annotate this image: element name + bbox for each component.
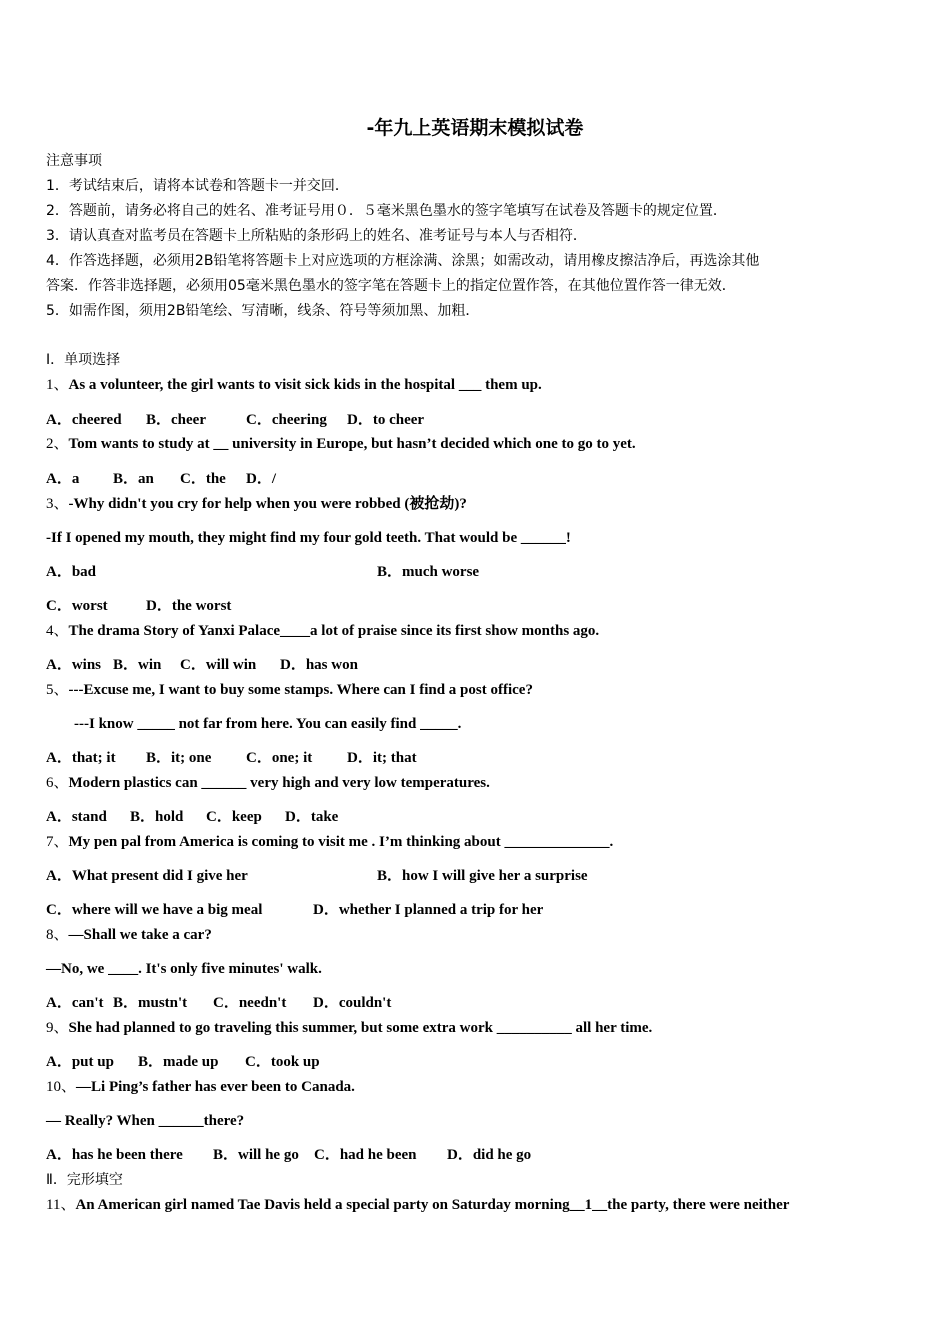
option-a[interactable]: A．has he been there: [46, 1147, 183, 1163]
question-5: [46, 680, 533, 700]
question-4: [46, 621, 599, 641]
options-row: [46, 748, 906, 768]
option-c[interactable]: C．had he been: [314, 1147, 417, 1163]
option-b[interactable]: B．made up: [138, 1054, 219, 1070]
question-text-line2: — Really? When ______there?: [46, 1113, 245, 1129]
option-c[interactable]: C．one; it: [246, 750, 313, 766]
options-row: [46, 562, 906, 582]
question-text: As a volunteer, the girl wants to visit sick kids in the hospital ___ them up.: [68, 377, 542, 393]
question-11: [46, 1195, 789, 1215]
notice-item: 5．如需作图，须用2B铅笔绘、写清晰，线条、符号等须加黑、加粗．: [46, 303, 480, 319]
options-row: [46, 1052, 906, 1072]
option-c[interactable]: C．needn't: [213, 995, 287, 1011]
options-row: [46, 993, 906, 1013]
option-d[interactable]: D．the worst: [146, 598, 232, 614]
question-2: [46, 434, 636, 454]
notice-item: 3．请认真查对监考员在答题卡上所粘贴的条形码上的姓名、准考证号与本人与否相符．: [46, 228, 587, 244]
option-a[interactable]: A．stand: [46, 809, 107, 825]
question-number: 11、: [46, 1197, 76, 1213]
option-b[interactable]: B．cheer: [146, 412, 206, 428]
option-c[interactable]: C．keep: [206, 809, 262, 825]
question-text-line2: ---I know _____ not far from here. You can easily find _____.: [74, 716, 462, 732]
question-text: ---Excuse me, I want to buy some stamps. Where can I find a post office?: [68, 682, 533, 698]
option-b[interactable]: B．mustn't: [113, 995, 188, 1011]
question-3: [46, 494, 467, 514]
options-row: [46, 410, 906, 430]
option-c[interactable]: C．cheering: [246, 412, 327, 428]
options-row: [46, 807, 906, 827]
cloze-blank-1: __1__: [569, 1197, 608, 1213]
options-row: [46, 866, 906, 886]
option-b[interactable]: B．how I will give her a surprise: [377, 868, 588, 884]
option-d[interactable]: D．has won: [280, 657, 358, 673]
option-b[interactable]: B．hold: [130, 809, 184, 825]
notice-item: 2．答题前，请务必将自己的姓名、准考证号用０．５毫米黑色墨水的签字笔填写在试卷及答题卡的规定位置．: [46, 203, 727, 219]
question-text: —Li Ping’s father has ever been to Canada.: [76, 1079, 355, 1095]
option-c[interactable]: C．worst: [46, 598, 108, 614]
options-row: [46, 655, 906, 675]
option-b[interactable]: B．much worse: [377, 564, 480, 580]
question-9: [46, 1018, 652, 1038]
option-a[interactable]: A．cheered: [46, 412, 122, 428]
option-c[interactable]: C．the: [180, 471, 226, 487]
notice-item: 答案．作答非选择题，必须用05毫米黑色墨水的签字笔在答题卡上的指定位置作答，在其他位置作答一律无效．: [46, 278, 736, 294]
question-7: [46, 832, 613, 852]
option-a[interactable]: A．can't: [46, 995, 104, 1011]
question-number: 5、: [46, 682, 69, 698]
option-a[interactable]: A．wins: [46, 657, 102, 673]
option-d[interactable]: D．whether I planned a trip for her: [313, 902, 544, 918]
notice-item: 1．考试结束后，请将本试卷和答题卡一并交回．: [46, 178, 349, 194]
option-a[interactable]: A．that; it: [46, 750, 116, 766]
option-b[interactable]: B．win: [113, 657, 162, 673]
question-text: -Why didn't you cry for help when you were robbed (被抢劫)?: [68, 496, 467, 512]
question-text: Tom wants to study at __ university in Europe, but hasn’t decided which one to go to yet.: [68, 436, 636, 452]
question-text: She had planned to go traveling this summer, but some extra work __________ all her time.: [68, 1020, 653, 1036]
option-c[interactable]: C．will win: [180, 657, 257, 673]
question-number: 10、: [46, 1079, 77, 1095]
option-d[interactable]: D．did he go: [447, 1147, 532, 1163]
question-6: [46, 773, 490, 793]
question-number: 8、: [46, 927, 69, 943]
question-1: [46, 375, 542, 395]
question-number: 1、: [46, 377, 69, 393]
option-a[interactable]: A．What present did I give her: [46, 868, 248, 884]
option-d[interactable]: D．/: [246, 471, 277, 487]
option-d[interactable]: D．it; that: [347, 750, 417, 766]
section-heading: Ⅱ．完形填空: [46, 1172, 123, 1188]
option-d[interactable]: D．couldn't: [313, 995, 392, 1011]
notice-item: 4．作答选择题，必须用2B铅笔将答题卡上对应选项的方框涂满、涂黑；如需改动，请用橡皮擦洁净后，再选涂其他: [46, 253, 760, 269]
question-text: —Shall we take a car?: [68, 927, 212, 943]
question-number: 7、: [46, 834, 69, 850]
option-b[interactable]: B．an: [113, 471, 154, 487]
question-number: 2、: [46, 436, 69, 452]
page-title: -年九上英语期末模拟试卷: [366, 117, 584, 139]
options-row: [46, 596, 906, 616]
question-number: 3、: [46, 496, 69, 512]
option-a[interactable]: A．bad: [46, 564, 97, 580]
option-d[interactable]: D．take: [285, 809, 339, 825]
question-number: 4、: [46, 623, 69, 639]
question-8: [46, 925, 212, 945]
option-c[interactable]: C．where will we have a big meal: [46, 902, 263, 918]
question-text: The drama Story of Yanxi Palace____a lot of praise since its first show months ago.: [68, 623, 600, 639]
question-number: 9、: [46, 1020, 69, 1036]
question-number: 6、: [46, 775, 69, 791]
question-text-line2: -If I opened my mouth, they might find my four gold teeth. That would be ______!: [46, 530, 571, 546]
question-text-line2: —No, we ____. It's only five minutes' walk.: [46, 961, 322, 977]
options-row: [46, 469, 906, 489]
option-a[interactable]: A．put up: [46, 1054, 114, 1070]
option-b[interactable]: B．it; one: [146, 750, 212, 766]
option-d[interactable]: D．to cheer: [347, 412, 425, 428]
section-heading: Ⅰ．单项选择: [46, 352, 121, 368]
option-c[interactable]: C．took up: [245, 1054, 320, 1070]
question-text: Modern plastics can ______ very high and very low temperatures.: [68, 775, 490, 791]
option-a[interactable]: A．a: [46, 471, 80, 487]
option-b[interactable]: B．will he go: [213, 1147, 299, 1163]
question-text: An American girl named Tae Davis held a special party on Saturday morning: [75, 1197, 570, 1213]
question-text: My pen pal from America is coming to visit me . I’m thinking about ______________.: [68, 834, 614, 850]
question-10: [46, 1077, 355, 1097]
notice-heading: 注意事项: [46, 153, 102, 169]
options-row: [46, 1145, 906, 1165]
options-row: [46, 900, 906, 920]
question-text-continued: the party, there were neither: [607, 1197, 790, 1213]
